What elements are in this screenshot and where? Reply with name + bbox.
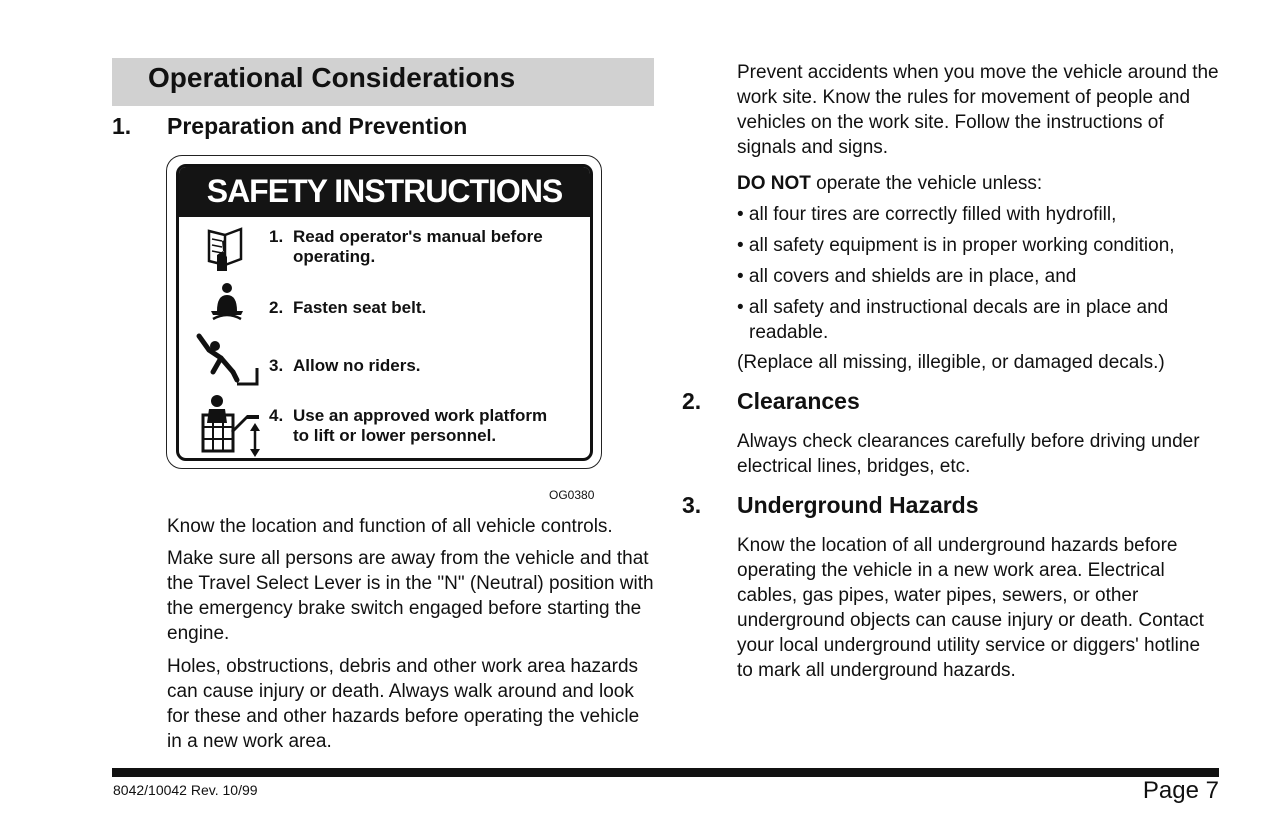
paragraph-text: Know the location of all underground hazards before operating the vehicle in a new work area. Electrical cables, gas pipes, water pipes, sewers, or other underground objects can cause injury or death. Contact your local underground utility service or diggers' hotline to mark all underground hazards. (737, 535, 1204, 681)
decal-step-number: 1. (269, 227, 284, 246)
decal-step-text: Read operator's manual before (293, 227, 543, 246)
left-paragraph-1 (167, 514, 659, 539)
decal-step-number: 2. (269, 298, 284, 317)
seat-belt-icon (205, 281, 249, 325)
heading-3-title: Underground Hazards (737, 492, 979, 518)
left-paragraph-2 (167, 546, 659, 646)
footer-doc-number: 8042/10042 Rev. 10/99 (113, 782, 258, 798)
heading-3-number: 3. (682, 492, 702, 518)
decal-step-4 (269, 406, 589, 448)
decal-step-number: 4. (269, 406, 284, 425)
clearances-paragraph (737, 429, 1207, 479)
paragraph-text: Holes, obstructions, debris and other work area hazards can cause injury or death. Always walk around and look for these and other hazards before operating the vehicle in a new work area. (167, 656, 640, 752)
paragraph-text: Know the location and function of all vehicle controls. (167, 516, 613, 537)
decal-header (179, 167, 590, 217)
bullet-item: • all four tires are correctly filled with hydrofill, (737, 204, 1117, 225)
decal-step-text: Use an approved work platform (293, 406, 548, 425)
bullet-item: • all covers and shields are in place, and (737, 266, 1077, 287)
decal-step-text: Fasten seat belt. (293, 298, 427, 317)
decal-header-text: SAFETY INSTRUCTIONS (206, 173, 563, 209)
paragraph-text: Prevent accidents when you move the vehicle around the work site. Know the rules for movement of people and vehicles on the work site. Follow the instructions of signals and signs. (737, 62, 1219, 158)
decal-step-1 (269, 227, 589, 269)
decal-code: OG0380 (549, 488, 595, 502)
bullet-item-cont: readable. (749, 322, 829, 343)
bullet-item: • all safety equipment is in proper working condition, (737, 235, 1175, 256)
decal-step-text: Allow no riders. (293, 356, 421, 375)
heading-2-number: 2. (682, 388, 702, 414)
do-not-rest: operate the vehicle unless: (810, 173, 1043, 194)
work-platform-icon (199, 393, 267, 457)
decal-step-3 (269, 356, 589, 378)
replace-note: (Replace all missing, illegible, or damaged decals.) (737, 352, 1165, 373)
heading-1-number: 1. (112, 113, 132, 139)
bullet-item: • all safety and instructional decals are in place and (737, 297, 1169, 318)
paragraph-text: Make sure all persons are away from the vehicle and that the Travel Select Lever is in the "N" (Neutral) position with the emergency brake switch engaged before starting the engine. (167, 548, 654, 644)
underground-paragraph (737, 533, 1221, 683)
decal-step-text-cont: operating. (293, 247, 376, 266)
section-title: Operational Considerations (148, 62, 516, 93)
left-paragraph-3 (167, 654, 655, 754)
heading-2-title: Clearances (737, 388, 860, 414)
footer-page-number: Page 7 (1142, 777, 1219, 804)
decal-step-2 (269, 298, 589, 320)
do-not-label: DO NOT (737, 173, 811, 194)
no-riders-icon (193, 332, 261, 388)
paragraph-text: Always check clearances carefully before driving under electrical lines, bridges, etc. (737, 431, 1200, 477)
footer-rule (112, 768, 1219, 777)
right-intro-paragraph (737, 60, 1221, 160)
safety-decal (176, 164, 593, 461)
heading-1-title: Preparation and Prevention (167, 113, 468, 139)
manual-icon (205, 225, 249, 273)
do-not-line (737, 171, 1221, 196)
decal-step-text-cont: to lift or lower personnel. (293, 426, 497, 445)
decal-step-number: 3. (269, 356, 284, 375)
